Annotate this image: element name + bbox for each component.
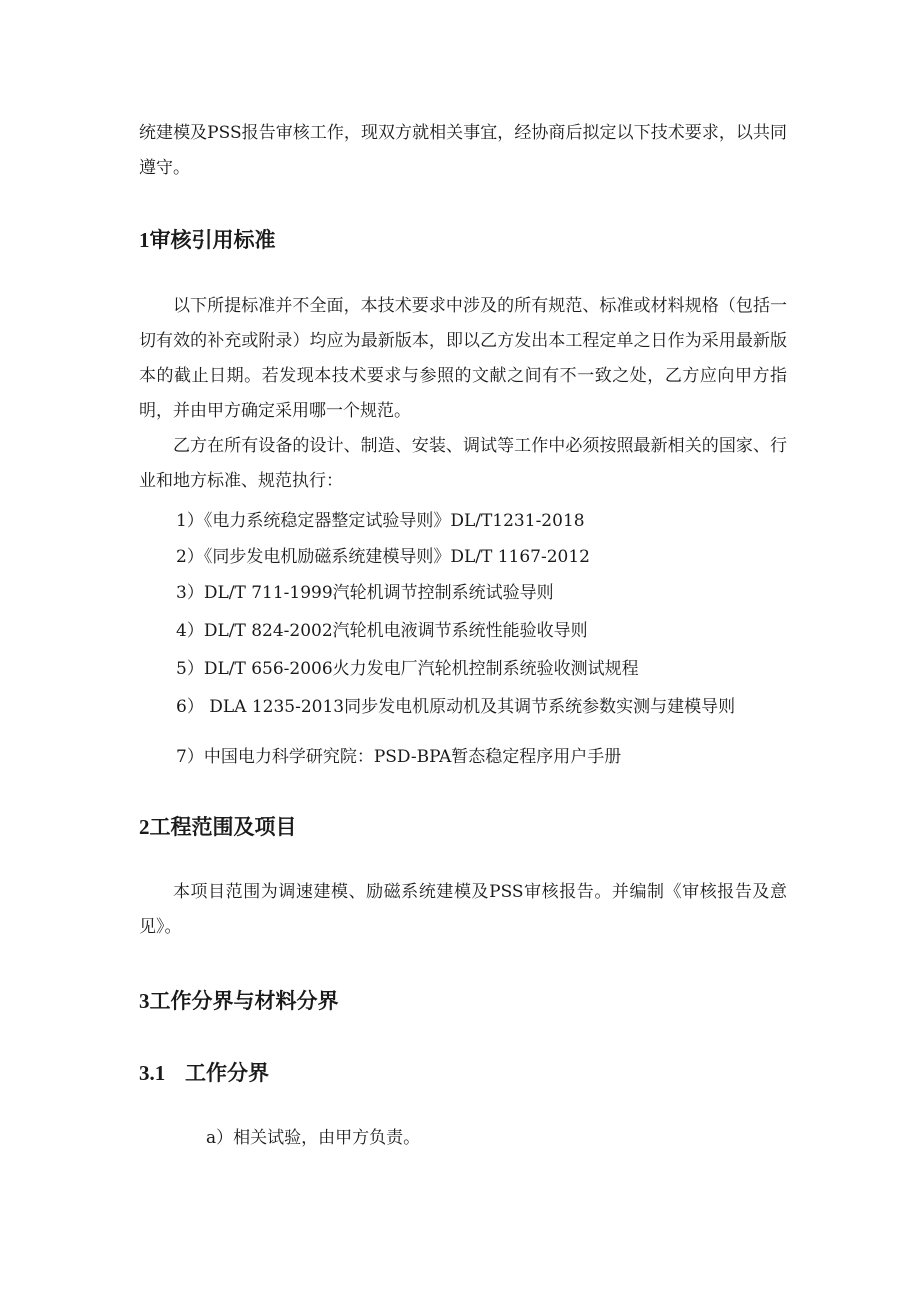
section-title: 工作分界 [185, 1060, 269, 1085]
section-number: 3 [139, 989, 150, 1013]
section-title: 工作分界与材料分界 [149, 988, 339, 1013]
section-title: 工程范围及项目 [149, 814, 297, 839]
section-3-heading [139, 985, 339, 1015]
section-number: 2 [139, 815, 150, 839]
section-1-paragraph-2: 乙方在所有设备的设计、制造、安装、调试等工作中必须按照最新相关的国家、行业和地方标准、规范执行： [139, 436, 787, 491]
section-2-paragraph: 本项目范围为调速建模、励磁系统建模及PSS审核报告。并编制《审核报告及意见》。 [139, 882, 787, 937]
section-title: 审核引用标准 [149, 227, 276, 252]
standard-list-item: 5）DL/T 656-2006火力发电厂汽轮机控制系统验收测试规程 [176, 659, 639, 679]
standard-list-item: 7）中国电力科学研究院：PSD-BPA暂态稳定程序用户手册 [176, 747, 622, 767]
section-1-paragraph-1: 以下所提标准并不全面，本技术要求中涉及的所有规范、标准或材料规格（包括一切有效的补充或附录）均应为最新版本，即以乙方发出本工程定单之日作为采用最新版本的截止日期。若发现本技术要求与参照的文献之间有不一致之处，乙方应向甲方指明，并由甲方确定采用哪一个规范。 [139, 296, 787, 421]
standard-list-item: 6） DLA 1235-2013同步发电机原动机及其调节系统参数实测与建模导则 [176, 697, 736, 717]
section-number: 3.1 [139, 1061, 166, 1085]
section-2-heading [139, 811, 297, 841]
section-number: 1 [139, 228, 150, 252]
standard-list-item: 1）《电力系统稳定器整定试验导则》DL/T1231-2018 [176, 511, 585, 531]
standard-list-item: 2）《同步发电机励磁系统建模导则》DL/T 1167-2012 [176, 547, 590, 567]
standard-list-item: 4）DL/T 824-2002汽轮机电液调节系统性能验收导则 [176, 621, 588, 641]
standard-list-item: 3）DL/T 711-1999汽轮机调节控制系统试验导则 [176, 583, 554, 603]
work-division-item: a）相关试验，由甲方负责。 [206, 1128, 421, 1148]
intro-paragraph: 统建模及PSS报告审核工作，现双方就相关事宜，经协商后拟定以下技术要求，以共同遵守。 [139, 123, 787, 178]
section-3-1-heading [139, 1057, 269, 1087]
section-1-heading [139, 224, 276, 254]
